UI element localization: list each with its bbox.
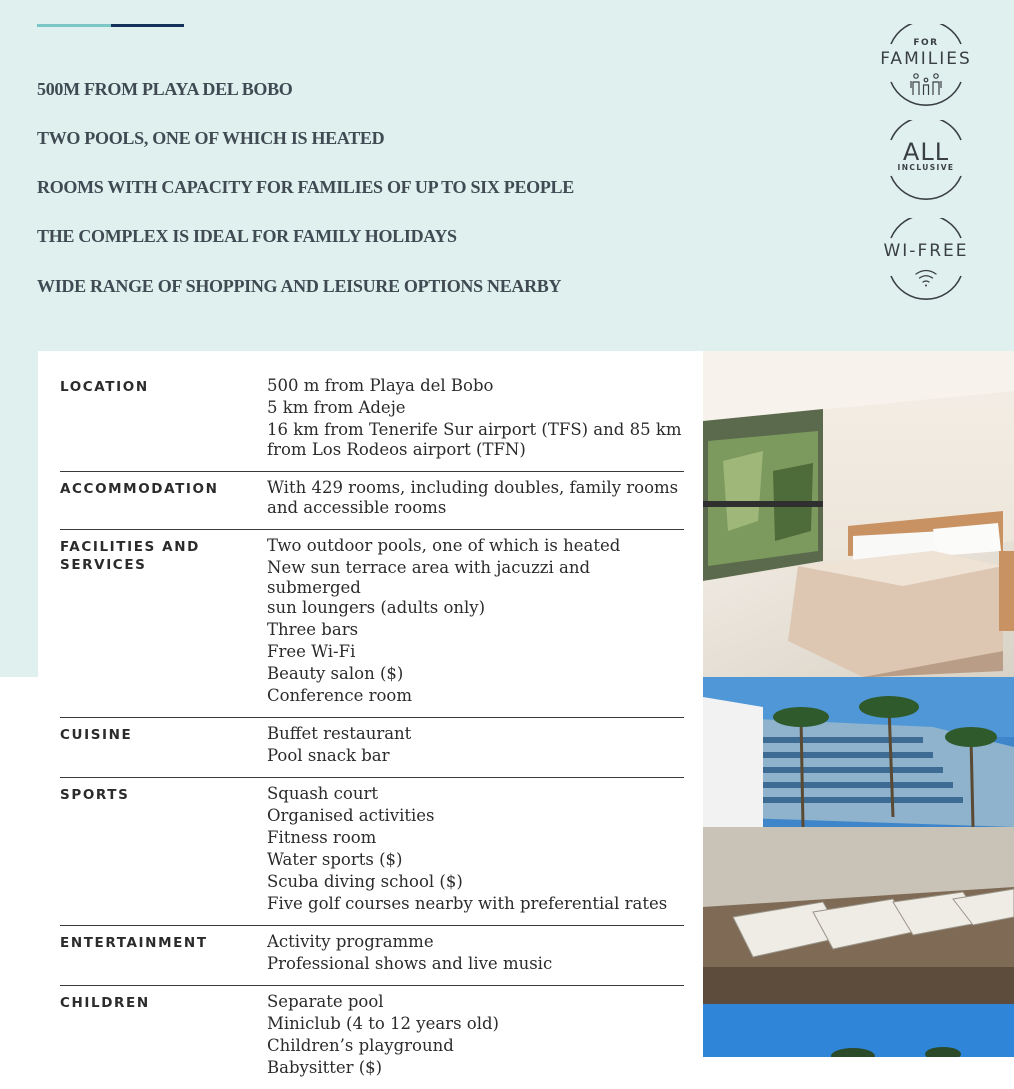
row-value: Water sports ($)	[267, 850, 403, 869]
row-value: Pool snack bar	[267, 746, 390, 765]
row-entertainment	[60, 926, 684, 986]
row-value: Five golf courses nearby with preferential rates	[267, 894, 668, 913]
row-value: Beauty salon ($)	[267, 664, 404, 683]
row-label: CHILDREN	[60, 995, 150, 1011]
wifi-icon	[916, 271, 936, 287]
row-value: Organised activities	[267, 806, 435, 825]
row-value: Activity programme	[267, 932, 434, 951]
row-value: Free Wi-Fi	[267, 642, 356, 661]
row-value: Professional shows and live music	[267, 954, 553, 973]
highlight-1: 500M FROM PLAYA DEL BOBO	[37, 79, 293, 99]
row-value: Squash court	[267, 784, 378, 803]
highlight-2: TWO POOLS, ONE OF WHICH IS HEATED	[37, 128, 385, 148]
row-value: Fitness room	[267, 828, 377, 847]
row-label: ENTERTAINMENT	[60, 935, 208, 951]
row-label: SPORTS	[60, 787, 130, 803]
row-value: Babysitter ($)	[267, 1058, 383, 1077]
row-facilities	[60, 530, 684, 718]
all-inclusive-badge	[870, 120, 982, 204]
badge-wifree-text: WI-FREE	[883, 241, 969, 261]
row-value: Scuba diving school ($)	[267, 872, 463, 891]
row-value: Children’s playground	[267, 1036, 454, 1055]
beach-photo	[703, 1004, 1014, 1057]
badge-for-text: FOR	[913, 38, 939, 48]
badge-inclusive-text: INCLUSIVE	[897, 163, 955, 172]
row-value: 5 km from Adeje	[267, 398, 406, 417]
for-families-badge	[870, 24, 982, 108]
family-icon	[911, 74, 941, 95]
row-label: ACCOMMODATION	[60, 481, 219, 497]
row-value: Conference room	[267, 686, 412, 705]
badge-families-text: FAMILIES	[880, 49, 972, 69]
row-value: Miniclub (4 to 12 years old)	[267, 1014, 499, 1033]
accent-line-light	[37, 24, 111, 27]
row-value: With 429 rooms, including doubles, family rooms and accessible rooms	[267, 478, 679, 517]
row-value: 500 m from Playa del Bobo	[267, 376, 494, 395]
row-location	[60, 370, 684, 472]
row-value: New sun terrace area with jacuzzi and submerged sun loungers (adults only)	[267, 558, 591, 617]
pool-photo	[703, 677, 1014, 1004]
row-value: Two outdoor pools, one of which is heated	[267, 536, 621, 555]
header-band	[0, 0, 1014, 351]
row-children	[60, 986, 684, 1089]
row-cuisine	[60, 718, 684, 778]
row-accommodation	[60, 472, 684, 530]
highlight-4: THE COMPLEX IS IDEAL FOR FAMILY HOLIDAYS	[37, 226, 457, 246]
accent-line-dark	[111, 24, 184, 27]
row-label: LOCATION	[60, 379, 149, 395]
badge-all-text: ALL	[902, 138, 950, 166]
row-value: Buffet restaurant	[267, 724, 412, 743]
row-label: FACILITIES AND SERVICES	[60, 539, 200, 573]
info-table	[60, 370, 684, 1089]
bedroom-photo	[703, 351, 1014, 677]
row-value: Three bars	[267, 620, 359, 639]
wi-free-badge	[870, 218, 982, 302]
row-label: CUISINE	[60, 727, 133, 743]
highlight-3: ROOMS WITH CAPACITY FOR FAMILIES OF UP TO SIX PEOPLE	[37, 177, 574, 197]
row-sports	[60, 778, 684, 926]
band-extension	[0, 351, 38, 677]
row-value: 16 km from Tenerife Sur airport (TFS) and 85 km from Los Rodeos airport (TFN)	[267, 420, 682, 459]
row-value: Separate pool	[267, 992, 384, 1011]
highlight-5: WIDE RANGE OF SHOPPING AND LEISURE OPTIONS NEARBY	[37, 276, 562, 296]
